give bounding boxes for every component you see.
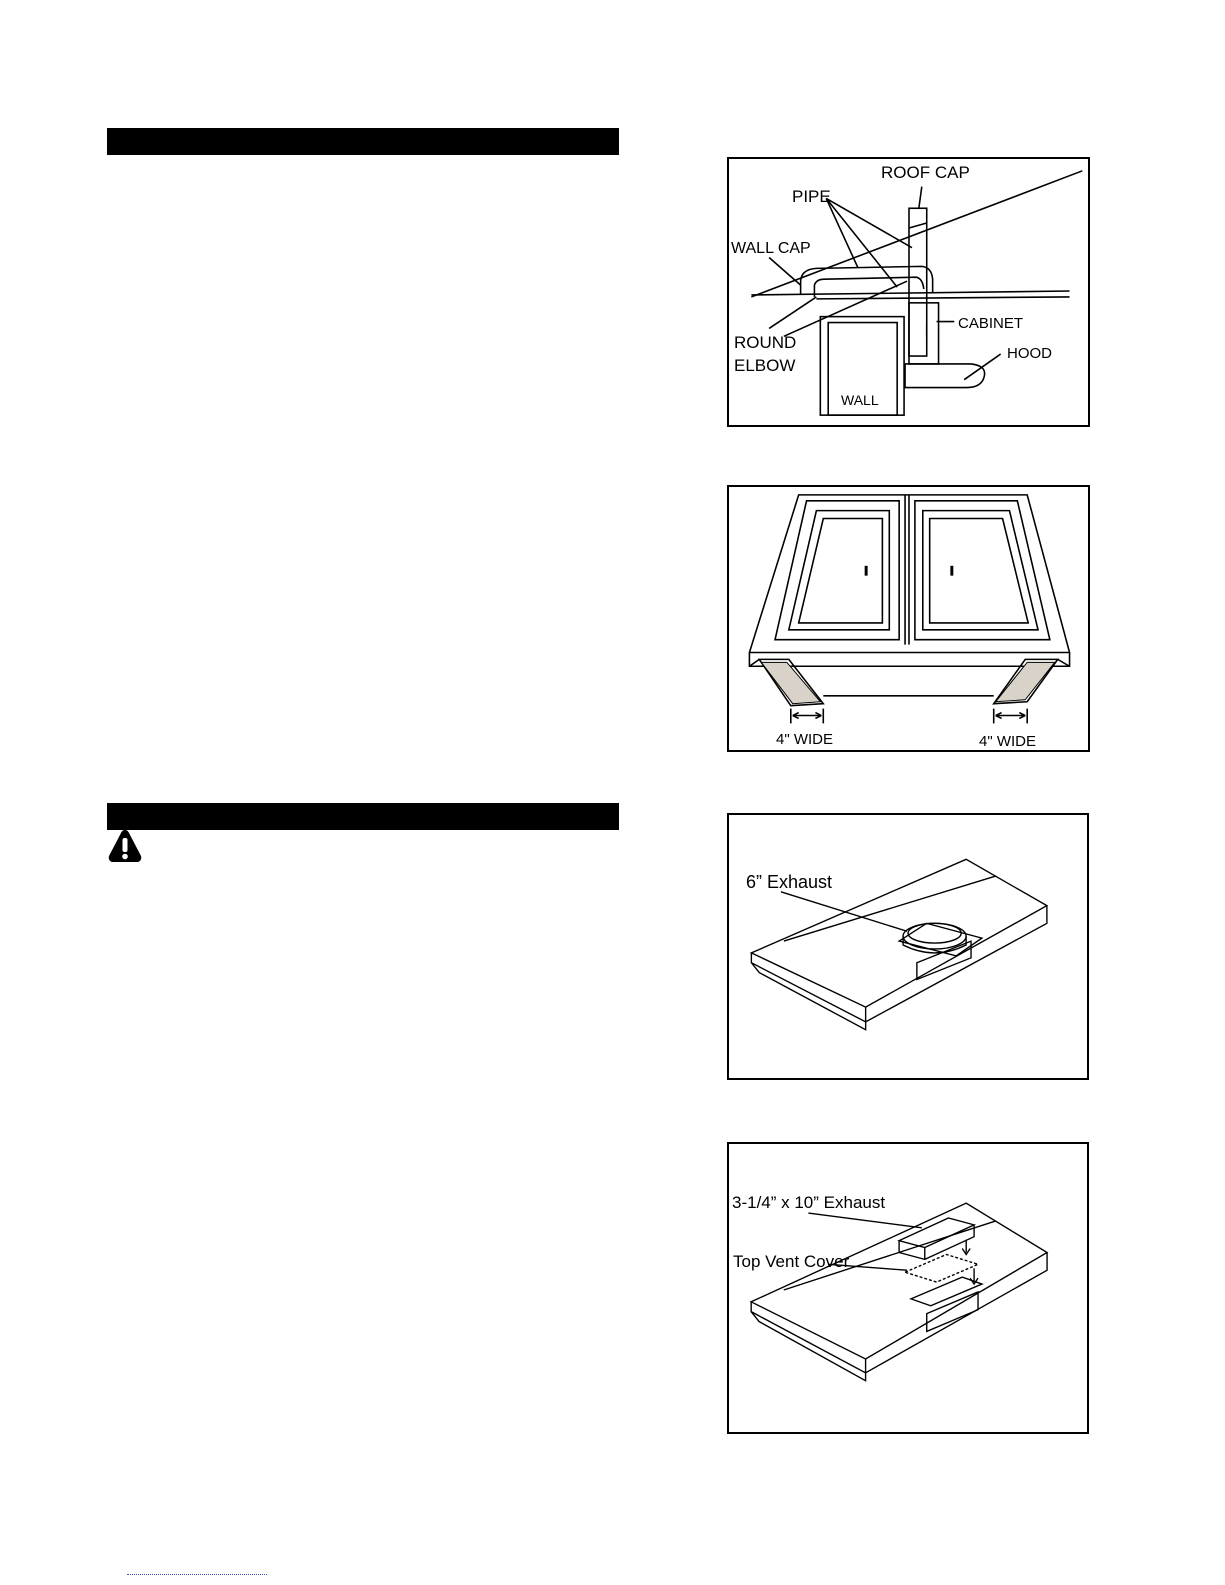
label-round: ROUND: [734, 333, 797, 352]
label-hood: HOOD: [1007, 345, 1052, 362]
figure-rectangular-exhaust: [727, 1142, 1089, 1434]
figure-venting-diagram: [727, 157, 1090, 427]
label-roof-cap: ROOF CAP: [881, 163, 970, 182]
figure-cabinet-diagram: [727, 485, 1090, 752]
warning-icon: [107, 829, 143, 863]
label-cabinet: CABINET: [958, 315, 1024, 332]
label-elbow: ELBOW: [734, 356, 796, 375]
label-pipe: PIPE: [792, 187, 831, 206]
figure-round-exhaust: [727, 813, 1089, 1080]
label-top-vent-cover: Top Vent Cover: [733, 1252, 850, 1271]
section-header-bar-2: [107, 803, 619, 830]
label-left-width: 4" WIDE: [776, 731, 833, 748]
section-header-bar-1: [107, 128, 619, 155]
footer-link-underline: [127, 1574, 267, 1575]
label-wall: WALL: [841, 392, 879, 408]
label-right-width: 4" WIDE: [979, 733, 1036, 750]
label-rect-exhaust: 3-1/4” x 10” Exhaust: [732, 1193, 886, 1212]
label-6-exhaust: 6” Exhaust: [746, 872, 833, 892]
label-wall-cap: WALL CAP: [731, 240, 811, 257]
